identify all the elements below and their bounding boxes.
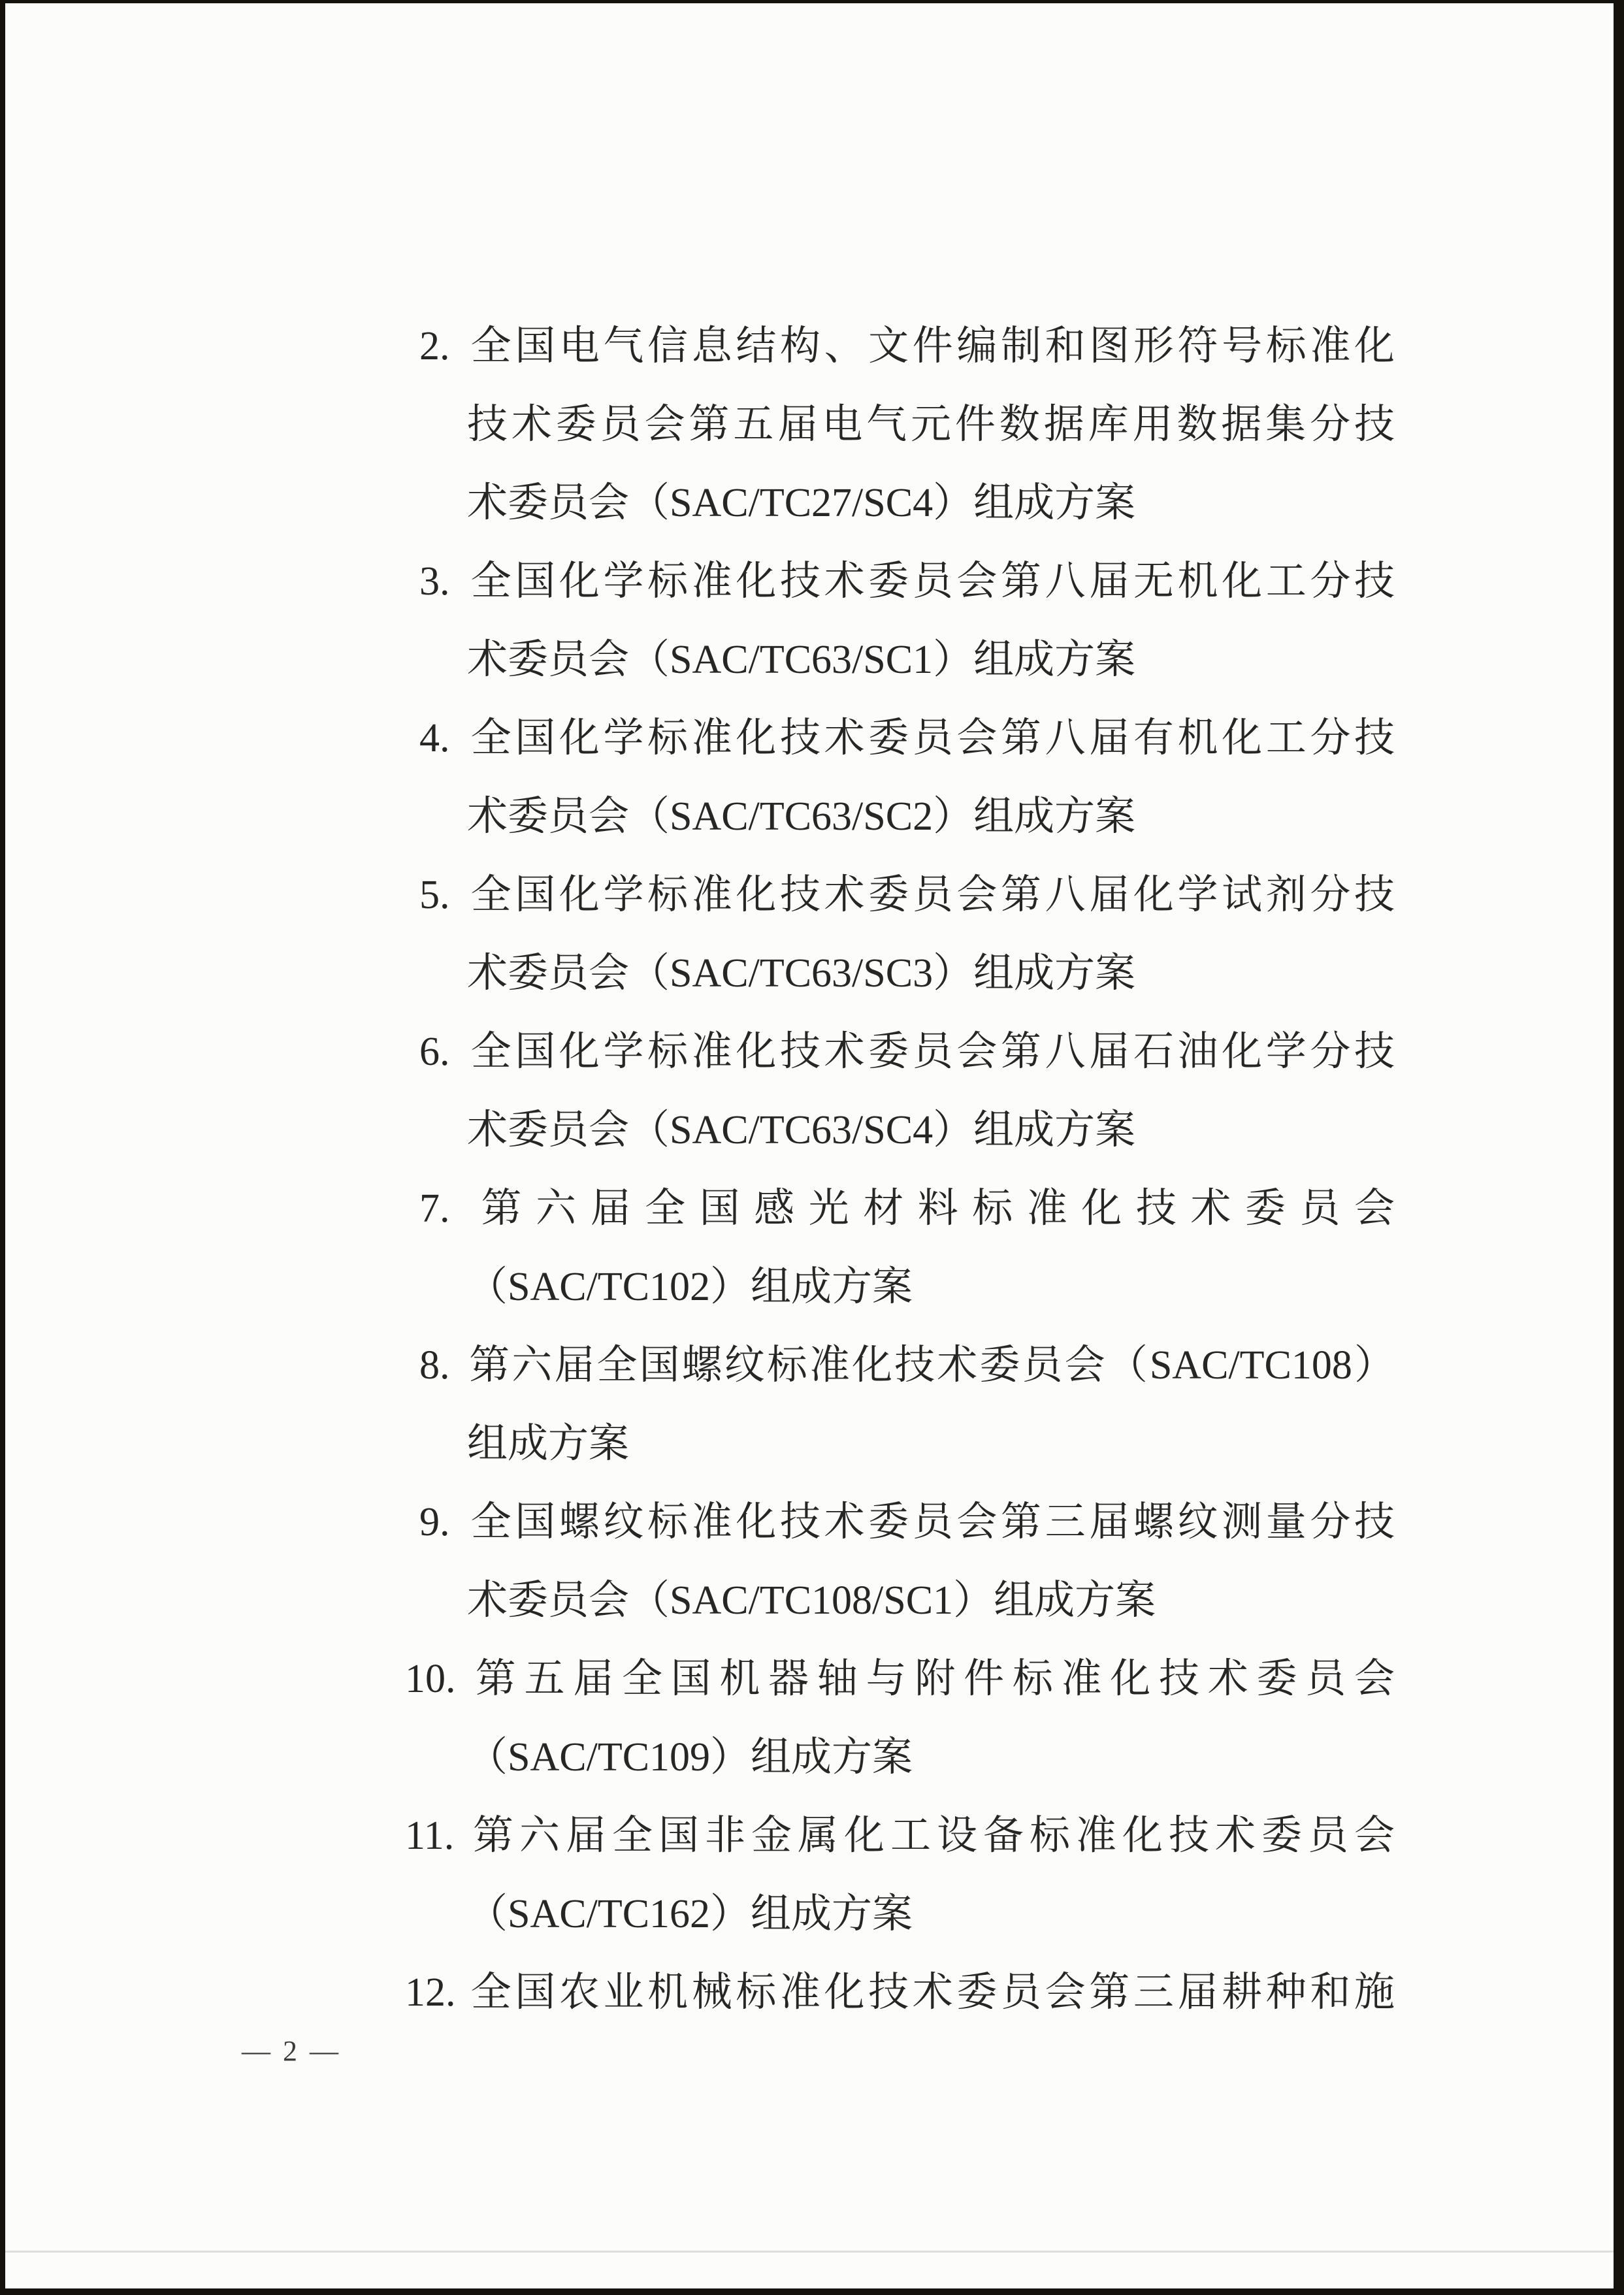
item-number: 5. (419, 873, 450, 917)
item-first-line (405, 1797, 1395, 1875)
item-number: 9. (419, 1500, 450, 1544)
item-number: 4. (419, 716, 450, 760)
item-line: 技术委员会第五届电气元件数据库用数据集分技 (467, 402, 1395, 447)
item-number: 2. (419, 324, 450, 368)
item-line: 术委员会（SAC/TC63/SC4）组成方案 (467, 1108, 1136, 1152)
item-number: 7. (419, 1186, 450, 1231)
item-line-text: 全国电气信息结构、文件编制和图形符号标准化 (467, 324, 1395, 368)
list-item (419, 1483, 1395, 1640)
item-line-text: 全国农业机械标准化技术委员会第三届耕种和施 (467, 1970, 1395, 2015)
list-item (419, 1169, 1395, 1326)
list-item (419, 699, 1395, 856)
committee-list (405, 307, 1395, 2032)
item-number: 3. (419, 559, 450, 604)
item-line: 组成方案 (467, 1422, 630, 1466)
list-item (419, 542, 1395, 699)
item-line: （SAC/TC162）组成方案 (467, 1892, 913, 1936)
item-line: 术委员会（SAC/TC63/SC2）组成方案 (467, 794, 1136, 839)
item-number: 6. (419, 1030, 450, 1074)
item-line: 术委员会（SAC/TC63/SC1）组成方案 (467, 638, 1136, 682)
item-line-text: 全国化学标准化技术委员会第八届化学试剂分技 (467, 873, 1395, 917)
item-line: 术委员会（SAC/TC108/SC1）组成方案 (467, 1578, 1156, 1623)
item-line-text: 全国螺纹标准化技术委员会第三届螺纹测量分技 (467, 1500, 1395, 1544)
item-first-line (419, 856, 1395, 934)
list-item (405, 1953, 1395, 2032)
item-line-text: 全国化学标准化技术委员会第八届有机化工分技 (467, 716, 1395, 760)
list-item (405, 1797, 1395, 1953)
item-line-text: 第六届全国非金属化工设备标准化技术委员会 (467, 1814, 1395, 1858)
item-line: 术委员会（SAC/TC27/SC4）组成方案 (467, 481, 1136, 525)
item-first-line (419, 699, 1395, 777)
item-number: 8. (419, 1343, 450, 1388)
item-first-line (405, 1640, 1395, 1718)
item-number: 12. (405, 1970, 456, 2015)
list-item (419, 856, 1395, 1013)
list-item (419, 1326, 1395, 1483)
item-first-line (419, 542, 1395, 621)
item-first-line (419, 1326, 1395, 1405)
item-first-line (419, 1483, 1395, 1561)
list-item (419, 307, 1395, 542)
list-item (405, 1640, 1395, 1797)
item-line: 术委员会（SAC/TC63/SC3）组成方案 (467, 951, 1136, 996)
item-first-line (419, 307, 1395, 385)
item-line: （SAC/TC102）组成方案 (467, 1265, 913, 1309)
page-number: — 2 — (242, 2035, 341, 2067)
scan-artifact-line (5, 2251, 1614, 2253)
item-line-text: 第六届全国螺纹标准化技术委员会（SAC/TC108） (467, 1343, 1395, 1388)
item-number: 10. (405, 1657, 456, 1701)
item-first-line (405, 1953, 1395, 2032)
list-item (419, 1013, 1395, 1169)
item-line-text: 全国化学标准化技术委员会第八届石油化学分技 (467, 1030, 1395, 1074)
item-first-line (419, 1013, 1395, 1091)
item-line: （SAC/TC109）组成方案 (467, 1735, 913, 1780)
document-page (5, 3, 1614, 2288)
item-line-text: 第五届全国机器轴与附件标准化技术委员会 (467, 1657, 1395, 1701)
item-first-line (419, 1169, 1395, 1248)
item-number: 11. (405, 1814, 455, 1858)
item-line-text: 第六届全国感光材料标准化技术委员会 (467, 1186, 1395, 1231)
item-line-text: 全国化学标准化技术委员会第八届无机化工分技 (467, 559, 1395, 604)
